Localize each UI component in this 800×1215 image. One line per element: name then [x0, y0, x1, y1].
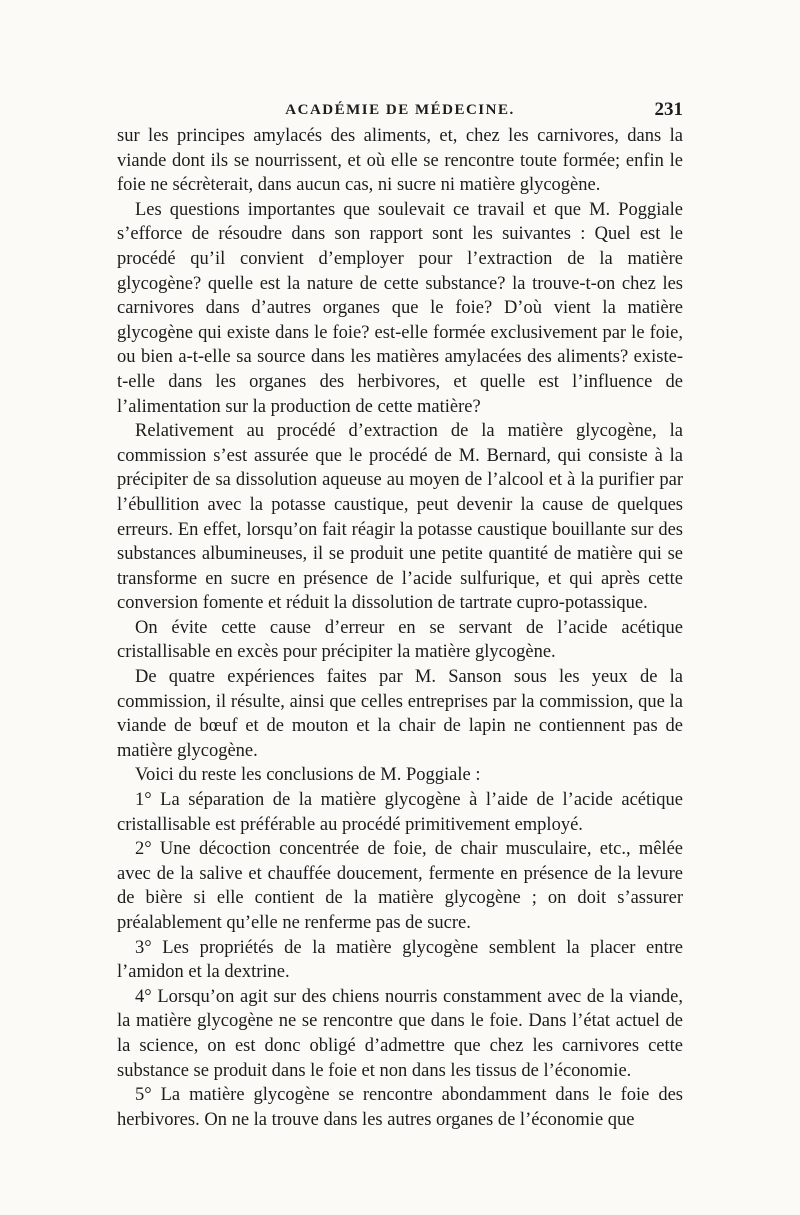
- paragraph-continuation: sur les principes amylacés des aliments, et, chez les carnivores, dans la viande dont ils se nourrissent, et où elle se rencontre toute formée; enfin le foie ne sécrèterait, dans aucun cas, ni sucre ni matière glycogène.: [117, 126, 683, 196]
- conclusion-item-4: 4° Lorsqu’on agit sur des chiens nourris constamment avec de la viande, la matière glycogène ne se rencontre que dans le foie. Dans l’état actuel de la science, on est donc obligé d’admettre que chez les carnivores cette substance se produit dans le foie et non dans les tissus de l’économie.: [117, 986, 683, 1081]
- running-head: [117, 96, 683, 124]
- paragraph-experiments: De quatre expériences faites par M. Sanson sous les yeux de la commission, il résulte, ainsi que celles entreprises par la commission, que la viande de bœuf et de mouton et la chair de lapin ne contiennent pas de matière glycogène.: [117, 667, 683, 761]
- body-text: [117, 124, 683, 1132]
- conclusion-item-2: 2° Une décoction concentrée de foie, de chair musculaire, etc., mêlée avec de la salive et chauffée doucement, fermente en présence de la levure de bière si elle contient de la matière glycogène ; on doit s’assurer préalablement qu’elle ne renferme pas de sucre.: [117, 839, 683, 933]
- paragraph-conclusions-intro: Voici du reste les conclusions de M. Poggiale :: [135, 765, 481, 786]
- conclusion-item-5: 5° La matière glycogène se rencontre abondamment dans le foie des herbivores. On ne la trouve dans les autres organes de l’économie que: [117, 1085, 683, 1130]
- page-number: 231: [654, 99, 683, 120]
- paragraph-extraction: Relativement au procédé d’extraction de la matière glycogène, la commission s’est assurée que le procédé de M. Bernard, qui consiste à la précipiter de sa dissolution aqueuse au moyen de l’alcool et à la purifier par l’ébullition avec la potasse caustique, peut devenir la cause de quelques erreurs. En effet, lorsqu’on fait réagir la potasse caustique bouillante sur des substances albumineuses, il se produit une petite quantité de matière qui se transforme en sucre en présence de l’acide sulfurique, et qui après cette conversion fomente et réduit la dissolution de tartrate cupro-potassique.: [117, 421, 683, 614]
- conclusion-item-3: 3° Les propriétés de la matière glycogène semblent la placer entre l’amidon et la dextrine.: [117, 937, 683, 983]
- paragraph-questions: Les questions importantes que soulevait ce travail et que M. Poggiale s’efforce de résoudre dans son rapport sont les suivantes : Quel est le procédé qu’il convient d’employer pour l’extraction de la matière glycogène? quelle est la nature de cette substance? la trouve-t-on chez les carnivores dans d’autres organes que le foie? D’où vient la matière glycogène qui existe dans le foie? est-elle formée exclusivement par le foie, ou bien a-t-elle sa source dans les matières amylacées des aliments? existe-t-elle dans les organes des herbivores, et quelle est l’influence de l’alimentation sur la production de cette matière?: [117, 199, 683, 417]
- conclusion-item-1: 1° La séparation de la matière glycogène à l’aide de l’acide acétique cristallisable est préférable au procédé primitivement employé.: [117, 790, 683, 835]
- paragraph-acetic-acid: On évite cette cause d’erreur en se servant de l’acide acétique cristallisable en excès pour précipiter la matière glycogène.: [117, 617, 683, 663]
- running-title: ACADÉMIE DE MÉDECINE.: [285, 102, 515, 118]
